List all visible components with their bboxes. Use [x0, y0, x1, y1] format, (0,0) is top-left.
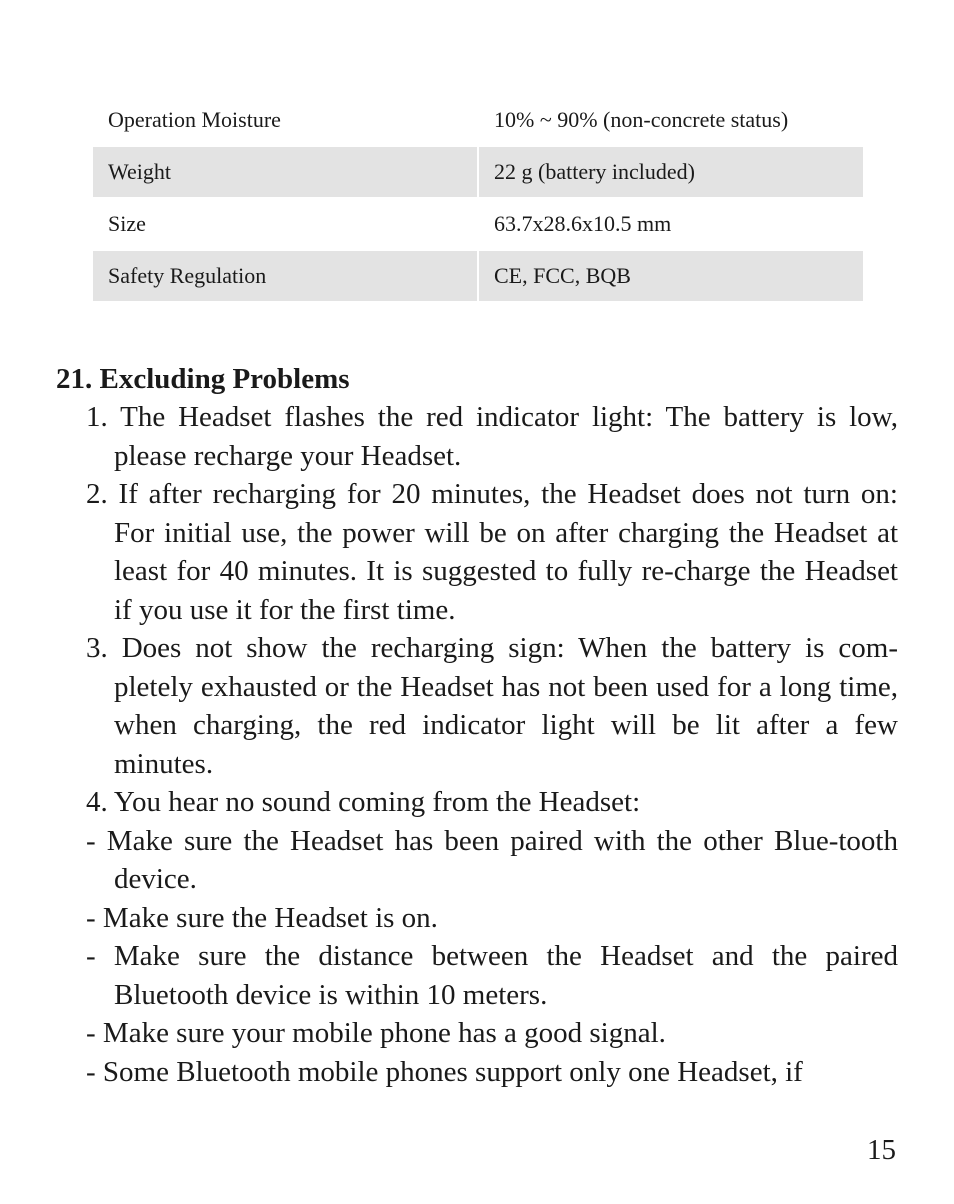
- spec-value: CE, FCC, BQB: [479, 251, 863, 301]
- bullet-item: - Make sure the Headset has been paired with the other Blue-tooth device.: [86, 824, 898, 895]
- page-number: 15: [867, 1134, 896, 1166]
- list-item: 2. If after recharging for 20 minutes, the Headset does not turn on: For initial use, the power will be on after charging the Headset at least for 40 minutes. It is suggested to fully re-charge the Headset if you use it for the first time.: [86, 478, 898, 626]
- spec-value: 22 g (battery included): [479, 147, 863, 197]
- spec-value: 63.7x28.6x10.5 mm: [494, 211, 672, 236]
- list-item: 4. You hear no sound coming from the Headset:: [86, 786, 641, 818]
- spec-row-operation-moisture: [93, 94, 863, 146]
- spec-label: Weight: [93, 147, 477, 197]
- spec-label: Operation Moisture: [108, 107, 281, 132]
- spec-row-safety-regulation: [93, 251, 863, 301]
- list-item: 3. Does not show the recharging sign: When the battery is com-pletely exhausted or the Headset has not been used for a long time, when charging, the red indicator light will be lit after a few minutes.: [86, 632, 898, 780]
- bullet-item: - Make sure the Headset is on.: [86, 901, 438, 934]
- bullet-item: - Make sure the distance between the Headset and the paired Bluetooth device is within 10 meters.: [86, 940, 898, 1011]
- spec-label: Safety Regulation: [93, 251, 477, 301]
- list-item: 1. The Headset flashes the red indicator light: The battery is low, please recharge your Headset.: [86, 401, 898, 472]
- spec-label: Size: [108, 211, 146, 236]
- section-title: 21. Excluding Problems: [56, 363, 350, 395]
- spec-value: 10% ~ 90% (non-concrete status): [494, 107, 789, 132]
- spec-row-size: [93, 198, 863, 250]
- spec-table: [93, 94, 863, 302]
- bullet-item: - Make sure your mobile phone has a good signal.: [86, 1017, 666, 1049]
- bullet-item: - Some Bluetooth mobile phones support only one Headset, if: [86, 1055, 803, 1088]
- troubleshooting-section: [56, 360, 898, 1091]
- spec-row-weight: [93, 147, 863, 197]
